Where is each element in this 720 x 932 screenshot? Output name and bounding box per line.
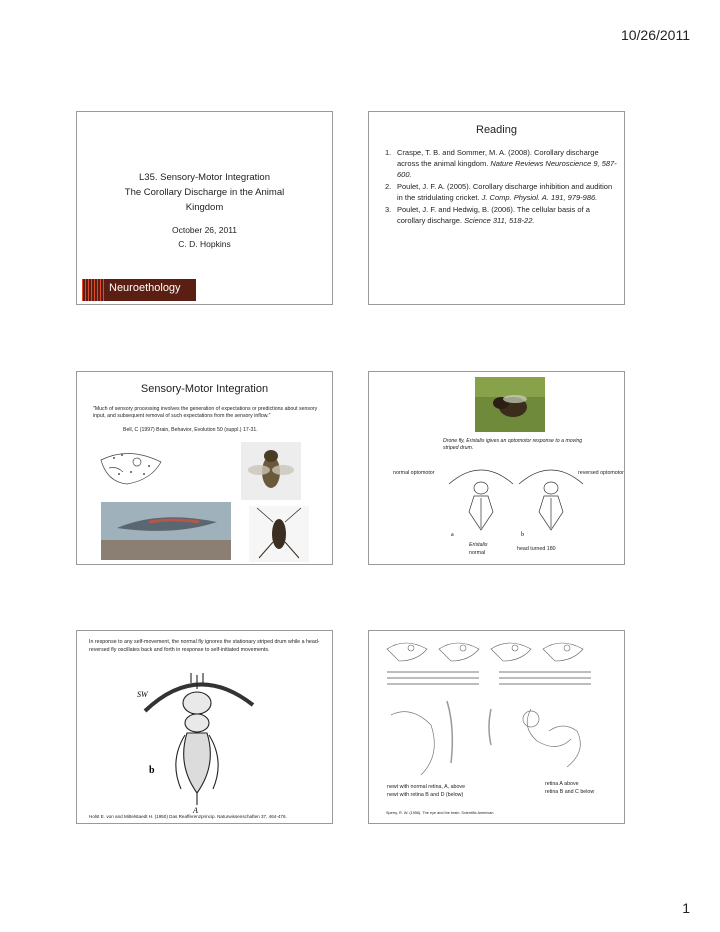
item-text: Poulet, J. F. and Hedwig, B. (2006). The cellular basis of a corollary discharge. xyxy=(397,205,590,225)
item-journal: Nature Reviews Neuroscience 9, 587-600. xyxy=(397,159,617,179)
fish-head-sketch xyxy=(101,453,161,484)
logo-text: Neuroethology xyxy=(109,282,181,294)
neuroethology-logo xyxy=(82,279,196,301)
item-journal: J. Comp. Physiol. A. 191, 979-986. xyxy=(481,193,598,202)
reading-item xyxy=(385,147,617,180)
title-line-1: L35. Sensory-Motor Integration xyxy=(139,172,270,183)
fly-photo xyxy=(241,442,301,500)
header-date: 10/26/2011 xyxy=(620,27,690,43)
axis-label-a: A xyxy=(193,806,198,813)
label-normal-optomotor: normal optomotor xyxy=(393,470,435,476)
reversed-fly-diagram xyxy=(117,665,287,813)
item-number: 1. xyxy=(385,148,392,157)
label-newt-retina-bd: newt with retina B and D (below) xyxy=(387,792,464,798)
item-text: Craspe, T. B. and Sommer, M. A. (2008). Corollary discharge across the animal kingdom. xyxy=(397,148,599,168)
citation-sperry: Sperry, R. W. (1956). The eye and the brain. Scientific American xyxy=(386,811,494,815)
lecture-date: October 26, 2011 xyxy=(171,225,238,235)
drone-fly-caption: Drone fly, Eristalis igives an optomotor response to a moving striped drum. xyxy=(443,438,583,451)
label-reversed-optomotor: reversed optomotor xyxy=(578,470,624,476)
drone-fly-photo xyxy=(475,377,545,432)
item-text: Poulet, J. F. A. (2005). Corollary discharge inhibition and audition in the stridulating cricket. xyxy=(397,182,613,202)
slide-drone-fly xyxy=(368,371,625,565)
page-number: 1 xyxy=(682,900,690,916)
reading-title: Reading xyxy=(476,124,517,136)
animal-illustrations xyxy=(89,442,329,562)
title-line-3: Kingdom xyxy=(185,202,224,213)
slide-title xyxy=(76,111,333,305)
reading-list xyxy=(385,147,617,227)
label-newt-normal: newt with normal retina, A, above xyxy=(387,784,466,790)
citation-holst: Holst E. von and Mittelstaedt H. (1950) Das Reafferenzprincip. Naturwissenschaften 37, 464-476. xyxy=(89,814,287,819)
label-head-turned: head turned 180 xyxy=(517,546,556,552)
slide-sensory-motor xyxy=(76,371,333,565)
electric-fish-photo xyxy=(101,502,231,560)
slide-heading: Sensory-Motor Integration xyxy=(140,383,269,395)
slide-reading xyxy=(368,111,625,305)
label-normal: normal xyxy=(469,550,486,556)
quote-citation: Bell, C (1997) Brain, Behavior, Evolution 50 (suppl.) 17-31. xyxy=(123,427,258,433)
title-line-2: The Corollary Discharge in the Animal xyxy=(124,187,285,198)
reading-item xyxy=(385,181,617,203)
fig-label-a: a xyxy=(451,532,454,538)
explanation-text: In response to any self-movement, the normal fly ignores the stationary striped drum while a head-reversed fly oscillates back and forth in response to self-initiated movements. xyxy=(89,639,320,653)
cricket-photo xyxy=(249,506,309,562)
label-eristalis: Eristalis xyxy=(469,542,488,548)
item-journal: Science 311, 518-22. xyxy=(464,216,535,225)
label-retina-a: retina A above xyxy=(545,781,579,787)
fly-diagram xyxy=(441,454,591,540)
quote-text: "Much of sensory processing involves the generation of expectations or predictions about sensory input, and subsequent removal of such expectations from the sensory inflow." xyxy=(93,406,318,419)
sw-label: SW xyxy=(137,690,148,699)
reading-item xyxy=(385,204,617,226)
figure-label-b: b xyxy=(149,765,155,776)
label-retina-bc: retina B and C below xyxy=(545,789,595,795)
slide-newt-retina xyxy=(368,630,625,824)
item-number: 3. xyxy=(385,205,392,214)
waveform-icon xyxy=(82,279,106,301)
fig-label-b: b xyxy=(521,532,524,538)
item-number: 2. xyxy=(385,182,392,191)
slide-head-reversed-fly xyxy=(76,630,333,824)
author: C. D. Hopkins xyxy=(178,239,231,249)
newt-retina-illustrations xyxy=(381,635,613,783)
